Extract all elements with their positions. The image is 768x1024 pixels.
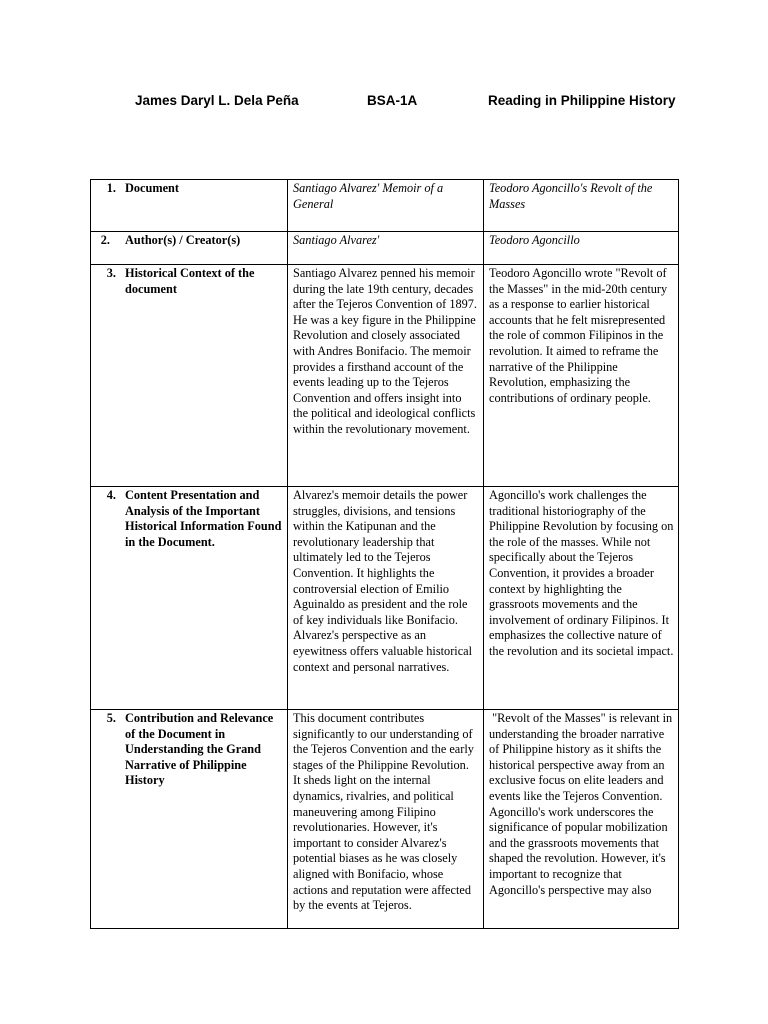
row-number: 3.	[106, 266, 116, 280]
document-2-cell: Teodoro Agoncillo's Revolt of the Masses	[484, 180, 679, 232]
comparison-table	[90, 179, 679, 929]
table-row	[91, 180, 679, 232]
analysis-2-cell: Agoncillo's work challenges the traditional historiography of the Philippine Revolution by focusing on the role of the masses. While not specifically about the Tejeros Convention, it provides a broader context by highlighting the grassroots movements and the involvement of ordinary Filipinos. It emphasizes the collective nature of the revolution and its societal impact.	[484, 487, 679, 710]
row-number: 5.	[106, 711, 116, 725]
table-row	[91, 232, 679, 265]
table-row	[91, 265, 679, 487]
row-label: Contribution and Relevance of the Document in Understanding the Grand Narrative of Philippine History	[125, 711, 274, 788]
course-section: BSA-1A	[367, 93, 418, 108]
row-label: Historical Context of the document	[125, 266, 255, 296]
row-number: 2.	[100, 233, 110, 247]
context-1-cell: Santiago Alvarez penned his memoir during the late 19th century, decades after the Tejeros Convention of 1897. He was a key figure in the Philippine Revolution and closely associated with Andres Bonifacio. The memoir provides a firsthand account of the events leading up to the Tejeros Convention and offers insight into the political and ideological conflicts within the revolutionary movement.	[288, 265, 484, 487]
author-1-cell: Santiago Alvarez'	[288, 232, 484, 265]
row-label-cell	[91, 232, 288, 265]
row-label-cell	[91, 710, 288, 929]
row-number: 4.	[106, 488, 116, 502]
row-label: Author(s) / Creator(s)	[125, 233, 241, 247]
relevance-2-cell: "Revolt of the Masses" is relevant in understanding the broader narrative of Philippine history as it shifts the historical perspective away from an exclusive focus on elite leaders and events like the Tejeros Convention. Agoncillo's work underscores the significance of popular mobilization and the grassroots movements that shaped the revolution. However, it's important to recognize that Agoncillo's perspective may also	[484, 710, 679, 929]
student-name: James Daryl L. Dela Peña	[135, 93, 299, 108]
document-1-cell: Santiago Alvarez' Memoir of a General	[288, 180, 484, 232]
row-label: Content Presentation and Analysis of the Important Historical Information Found in the Document.	[125, 488, 282, 549]
row-label-cell	[91, 265, 288, 487]
row-label-cell	[91, 180, 288, 232]
row-label: Document	[125, 181, 179, 195]
relevance-1-cell: This document contributes significantly to our understanding of the Tejeros Convention and the early stages of the Philippine Revolution. It sheds light on the internal dynamics, rivalries, and political maneuvering among Filipino revolutionaries. However, it's important to consider Alvarez's potential biases as he was closely aligned with Bonifacio, whose actions and reputation were affected by the events at Tejeros.	[288, 710, 484, 929]
row-label-cell	[91, 487, 288, 710]
subject-title: Reading in Philippine History	[488, 93, 676, 108]
table-row	[91, 710, 679, 929]
table-row	[91, 487, 679, 710]
row-number: 1.	[106, 181, 116, 195]
author-2-cell: Teodoro Agoncillo	[484, 232, 679, 265]
document-header	[0, 93, 768, 113]
context-2-cell: Teodoro Agoncillo wrote "Revolt of the Masses" in the mid-20th century as a response to earlier historical accounts that he felt misrepresented the role of common Filipinos in the revolution. It aimed to reframe the narrative of the Philippine Revolution, emphasizing the contributions of ordinary people.	[484, 265, 679, 487]
analysis-1-cell: Alvarez's memoir details the power struggles, divisions, and tensions within the Katipunan and the revolutionary leadership that ultimately led to the Tejeros Convention. It highlights the controversial election of Emilio Aguinaldo as president and the role of key individuals like Bonifacio. Alvarez's perspective as an eyewitness offers valuable historical context and personal narratives.	[288, 487, 484, 710]
